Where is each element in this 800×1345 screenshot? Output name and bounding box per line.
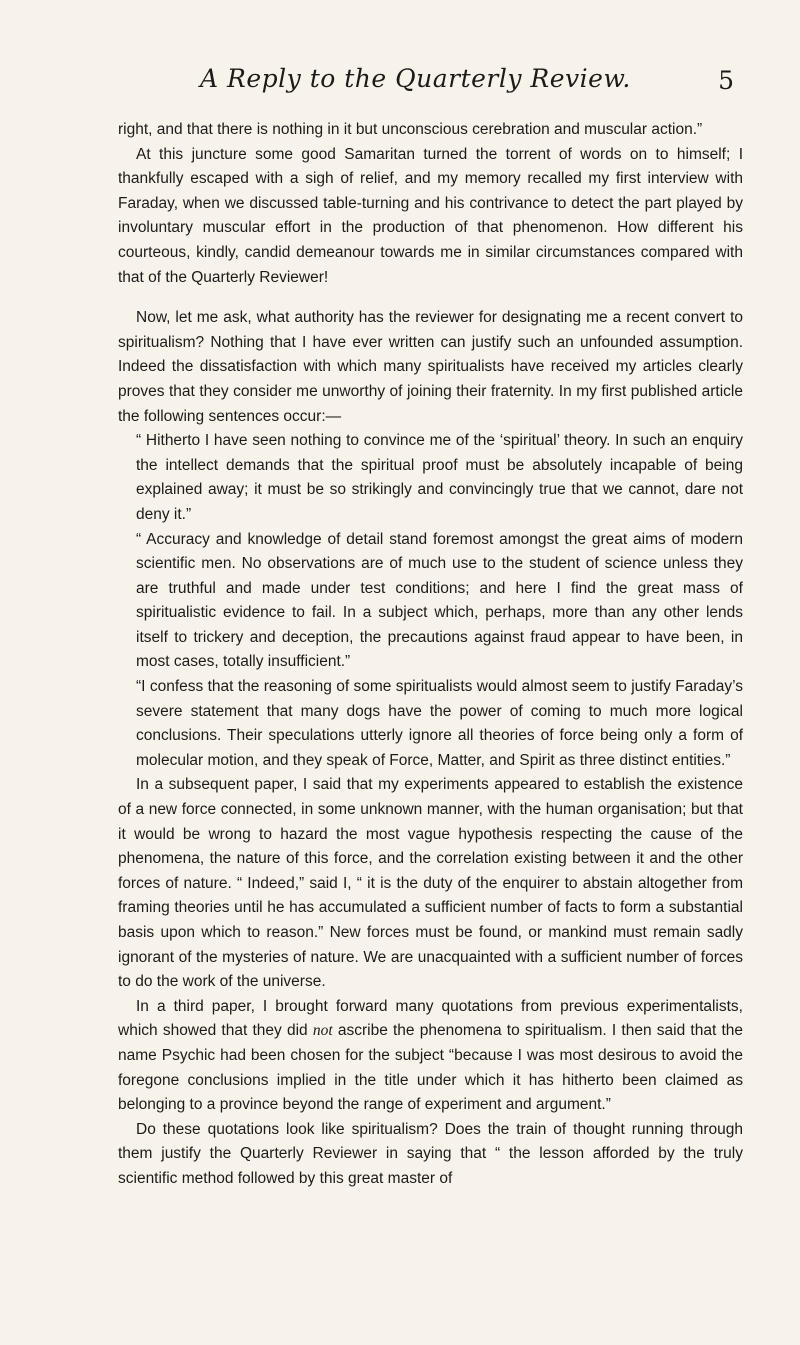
quote-text: “ Accuracy and knowledge of detail stand foremost amongst the great aims of modern scientific men. No observations are of much use to the student of science unless they are truthful and made under test conditions; and here I find the great mass of spiritualistic evidence to fail. In a subject which, perhaps, more than any other lends itself to trickery and deception, the precautions against fraud appear to have been, in most cases, totally insufficient.” [136, 530, 743, 671]
quote-text: “I confess that the reasoning of some spiritualists would almost seem to justify Faraday’s severe statement that many dogs have the power of coming to much more logical conclusions. Their speculations utterly ignore all theories of force being only a form of molecular motion, and they speak of Force, Matter, and Spirit as three distinct entities.” [136, 678, 743, 769]
emphasis-not: not [312, 1022, 333, 1040]
quote-accuracy [118, 528, 743, 676]
quote-spiritual-theory [118, 429, 743, 527]
page-number: 5 [718, 66, 734, 95]
paragraph-third-paper [118, 995, 743, 1118]
running-title: A Reply to the Quarterly Review. [200, 64, 631, 93]
paragraph-quotations-question: Do these quotations look like spiritualism? Does the train of thought running through them justify the Quarterly Reviewer in saying that “ the lesson afforded by the truly scientific method followed by this great master of [118, 1120, 743, 1187]
paragraph-samaritan: At this juncture some good Samaritan turned the torrent of words on to himself; I thankfully escaped with a sigh of relief, and my memory recalled my first interview with Faraday, when we discussed table-turning and his contrivance to detect the part played by involuntary muscular effort in the production of that phenomenon. How different his courteous, kindly, candid demeanour towards me in similar circumstances compared with that of the Quarterly Reviewer! [118, 145, 743, 286]
quote-faraday [118, 675, 743, 773]
paragraph-new-force: In a subsequent paper, I said that my experiments appeared to establish the existence of a new force connected, in some unknown manner, with the human organisation; but that it would be wrong to hazard the most vague hypothesis respecting the cause of the phenomena, the nature of this force, and the correlation existing between it and the other forces of nature. “ Indeed,” said I, “ it is the duty of the enquirer to abstain altogether from framing theories until he has accumulated a sufficient number of facts to form a substantial basis upon which to reason.” New forces must be found, or mankind must remain sadly ignorant of the mysteries of nature. We are unacquainted with a sufficient number of forces to do the work of the universe. [118, 776, 743, 991]
running-head [120, 64, 740, 104]
text-run: ascribe the phenomena to spiritualism. I then said that the name Psychic had been chosen for the subject “because I was most desirous to avoid the foregone conclusions implied in the title under which it has hitherto been claimed as belonging to a province beyond the range of experiment and argument.” [118, 1022, 743, 1114]
paragraph-authority: Now, let me ask, what authority has the reviewer for designating me a recent convert to spiritualism? Nothing that I have ever written can justify such an unfounded assumption. Indeed the dissatisfaction with which many spiritualists have received my articles clearly proves that they consider me unworthy of joining their fraternity. In my first published article the following sentences occur:— [118, 309, 743, 425]
quote-text: “ Hitherto I have seen nothing to convince me of the ‘spiritual’ theory. In such an enquiry the intellect demands that the spiritual proof must be absolutely incapable of being explained away; it must be so strikingly and convincingly true that we cannot, dare not deny it.” [136, 432, 743, 523]
text-run: In a third paper, I brought forward many quotations from previous experimentalists, which showed that they did [118, 997, 743, 1040]
body-text [118, 118, 743, 1192]
paragraph-continuation: right, and that there is nothing in it but unconscious cerebration and muscular action.” [118, 121, 703, 138]
